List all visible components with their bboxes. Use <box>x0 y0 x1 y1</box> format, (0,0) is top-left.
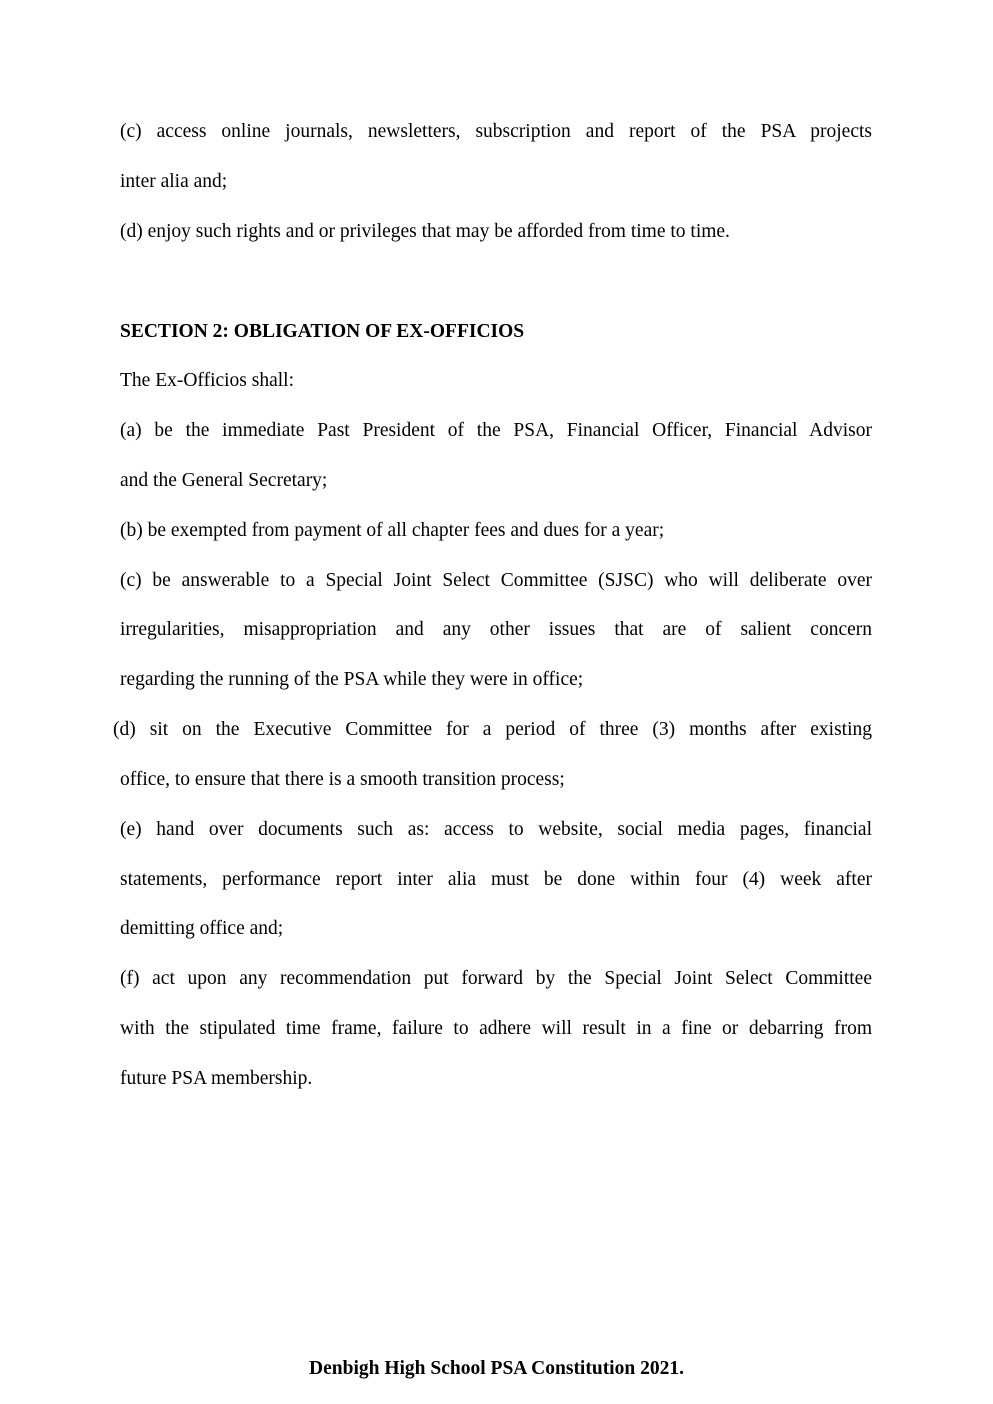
item-c-line3: regarding the running of the PSA while they were in office; <box>120 669 584 690</box>
item-e-line3: demitting office and; <box>120 918 284 939</box>
item-a-line2: and the General Secretary; <box>120 470 328 491</box>
item-f-line3: future PSA membership. <box>120 1068 313 1089</box>
item-b: (b) be exempted from payment of all chapter fees and dues for a year; <box>120 520 665 541</box>
item-c-line1: (c) be answerable to a Special Joint Select Committee (SJSC) who will deliberate over <box>120 570 872 591</box>
section-heading: SECTION 2: OBLIGATION OF EX-OFFICIOS <box>120 321 525 342</box>
item-d-line2: office, to ensure that there is a smooth transition process; <box>120 769 565 790</box>
item-f-line1: (f) act upon any recommendation put forward by the Special Joint Select Committee <box>120 968 872 989</box>
item-d-line1: (d) sit on the Executive Committee for a period of three (3) months after existing <box>113 719 872 740</box>
item-a-line1: (a) be the immediate Past President of the PSA, Financial Officer, Financial Advisor <box>120 420 872 441</box>
item-d-enjoy-rights: (d) enjoy such rights and or privileges that may be afforded from time to time. <box>120 221 730 242</box>
item-c-access-line1: (c) access online journals, newsletters, subscription and report of the PSA projects <box>120 121 872 142</box>
section-intro: The Ex-Officios shall: <box>120 370 295 391</box>
item-e-line2: statements, performance report inter alia must be done within four (4) week after <box>120 869 872 890</box>
page-footer: Denbigh High School PSA Constitution 2021. <box>309 1358 684 1379</box>
item-e-line1: (e) hand over documents such as: access to website, social media pages, financial <box>120 819 872 840</box>
item-c-access-line2: inter alia and; <box>120 171 228 192</box>
item-f-line2: with the stipulated time frame, failure to adhere will result in a fine or debarring from <box>120 1018 872 1039</box>
item-c-line2: irregularities, misappropriation and any other issues that are of salient concern <box>120 619 872 640</box>
